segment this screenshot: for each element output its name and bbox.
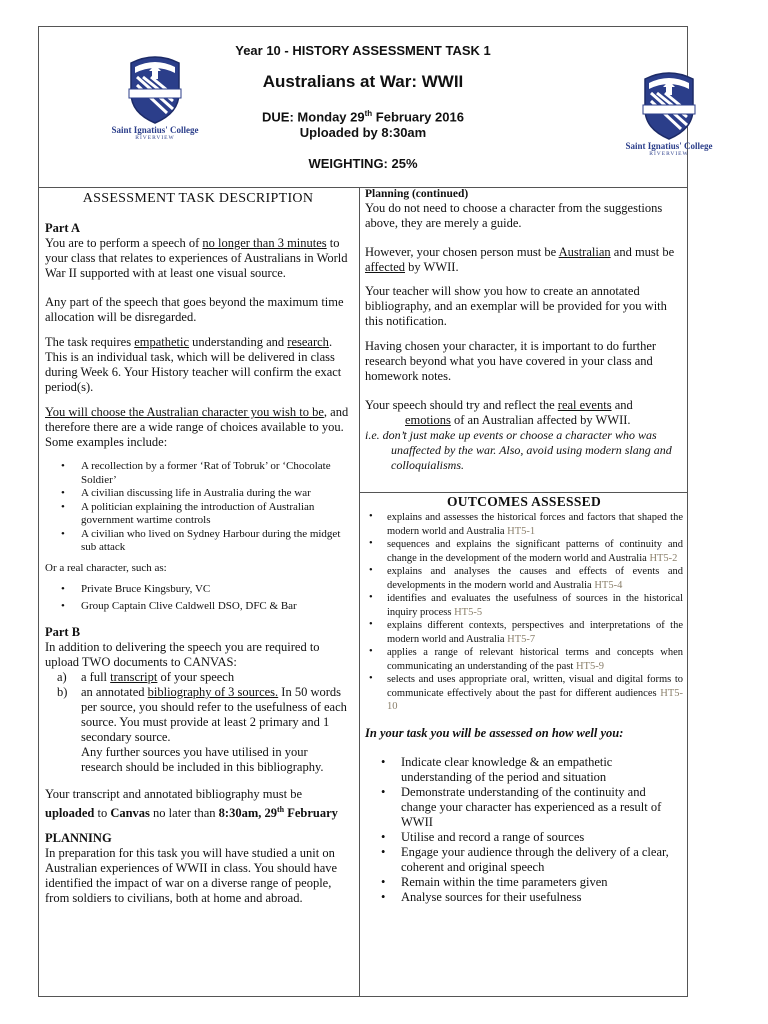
criteria-list	[365, 755, 683, 905]
logo-sub: RIVERVIEW	[649, 151, 689, 157]
page-title: Australians at War: WWII	[262, 72, 464, 91]
left-column	[45, 190, 351, 906]
outcome-item: • explains different contexts, perspectives and interpretations of the modern world and Australia HT5-7	[365, 619, 683, 646]
outcome-item: • explains and assesses the historical forces and factors that shaped the modern world and Australia HT5-1	[365, 511, 683, 538]
criteria-item: • Engage your audience through the delivery of a clear, coherent and original speech	[365, 845, 683, 875]
example-list	[45, 460, 351, 555]
header	[39, 27, 713, 188]
criteria-item: • Indicate clear knowledge & an empathetic understanding of the period and situation	[365, 755, 683, 785]
logo-sub: RIVERVIEW	[135, 135, 175, 141]
outcomes-heading: OUTCOMES ASSESSED	[446, 494, 602, 509]
assessed-heading: In your task you will be assessed on how well you:	[365, 725, 624, 740]
outcomes-list	[365, 511, 683, 714]
outcome-item: • identifies and evaluates the usefulness of sources in the historical inquiry process HT5-5	[365, 592, 683, 619]
list-item: a) a full transcript of your speech	[57, 670, 235, 684]
header-line1: Year 10 - HISTORY ASSESSMENT TASK 1	[235, 43, 491, 58]
logo-name: Saint Ignatius' College	[625, 141, 713, 151]
outcome-item: • sequences and explains the significant patterns of continuity and change in the development of the modern world and Australia HT5-2	[365, 538, 683, 565]
part-a-para1: You are to perform a speech of no longer than 3 minutes to your class that relates to experiences of Australians in World War II supported with at least one visual source.	[45, 236, 348, 280]
list-item: • A recollection by a former ‘Rat of Tobruk’ or ‘Chocolate Soldier’	[45, 460, 351, 487]
weighting: WEIGHTING: 25%	[308, 156, 418, 171]
criteria-item: • Remain within the time parameters given	[365, 875, 683, 890]
right-column-bottom	[365, 494, 683, 905]
due-date: DUE: Monday 29th February 2016	[262, 109, 464, 125]
upload-time: Uploaded by 8:30am	[299, 125, 427, 140]
planning-note: i.e. don’t just make up events or choose a character who was unaffected by the war. Also, avoid using modern slang and colloquialisms.	[365, 428, 672, 472]
list-item: b) an annotated bibliography of 3 sources. In 50 words per source, you should refer to the usefulness of each source. You must provide at least 2 primary and 1 secondary source. Any further sources you have utilised in your research should be included in this bibliography.	[57, 685, 347, 774]
outcome-item: • applies a range of relevant historical terms and concepts when communicating an understanding of the past HT5-9	[365, 646, 683, 673]
outcomes-divider	[359, 492, 687, 493]
planning-para: However, your chosen person must be Australian and must be affected by WWII.	[365, 245, 675, 274]
logo-name: Saint Ignatius' College	[111, 125, 199, 135]
real-character-list	[45, 583, 351, 613]
part-a-para3: The task requires empathetic understanding and research. This is an individual task, which will be delivered in class during Week 6. Your History teacher will confirm the exact period(s).	[45, 335, 342, 394]
planning-para: Having chosen your character, it is important to do further research beyond what you have covered in your class and homework notes.	[365, 339, 657, 383]
part-b-para2: Your transcript and annotated bibliography must be uploaded to Canvas no later than 8:30am, 29th February	[45, 787, 338, 821]
outcome-item: • explains and analyses the causes and effects of events and developments in the modern world and Australia HT5-4	[365, 565, 683, 592]
list-item: • Group Captain Clive Caldwell DSO, DFC & Bar	[45, 600, 351, 614]
task-description-heading: ASSESSMENT TASK DESCRIPTION	[82, 191, 314, 206]
planning-continued-heading: Planning (continued)	[365, 188, 469, 200]
planning-para: You do not need to choose a character from the suggestions above, they are merely a guide.	[365, 201, 663, 230]
planning-para: In preparation for this task you will have studied a unit on Australian experiences of WWII in class. You should have identified the impact of war on a diverse range of people, from soldiers to civilians, both at home and abroad.	[45, 846, 338, 906]
part-b-heading: Part B	[45, 625, 81, 639]
criteria-item: • Analyse sources for their usefulness	[365, 890, 683, 905]
list-item: • A civilian discussing life in Australia during the war	[45, 487, 351, 501]
criteria-item: • Demonstrate understanding of the continuity and change your character has experienced as a result of WWII	[365, 785, 683, 830]
upload-list	[45, 670, 351, 775]
criteria-item: • Utilise and record a range of sources	[365, 830, 683, 845]
list-item: • A civilian who lived on Sydney Harbour during the midget sub attack	[45, 528, 351, 555]
planning-para: Your speech should try and reflect the real events and emotions of an Australian affected by WWII.	[365, 398, 633, 427]
outcome-item: • selects and uses appropriate oral, written, visual and digital forms to communicate effectively about the past for different audiences HT5-10	[365, 673, 683, 714]
list-item: • A politician explaining the introduction of Australian government wartime controls	[45, 501, 351, 528]
real-character-intro: Or a real character, such as:	[45, 561, 167, 574]
list-item: • Private Bruce Kingsbury, VC	[45, 583, 351, 597]
planning-heading: PLANNING	[45, 831, 112, 846]
part-a-para4: You will choose the Australian character you wish to be, and therefore there are a wide range of choices available to you. Some examples include:	[45, 405, 349, 449]
part-a-para2: Any part of the speech that goes beyond the maximum time allocation will be disregarded.	[45, 295, 344, 324]
part-b-para1: In addition to delivering the speech you are required to upload TWO documents to CANVAS:	[45, 640, 320, 669]
column-divider	[359, 187, 360, 996]
assessment-sheet	[38, 26, 713, 997]
part-a-heading: Part A	[45, 221, 81, 235]
right-column-top	[365, 188, 683, 473]
planning-para: Your teacher will show you how to create an annotated bibliography, and an exemplar will be provided for you with this notification.	[365, 284, 667, 328]
